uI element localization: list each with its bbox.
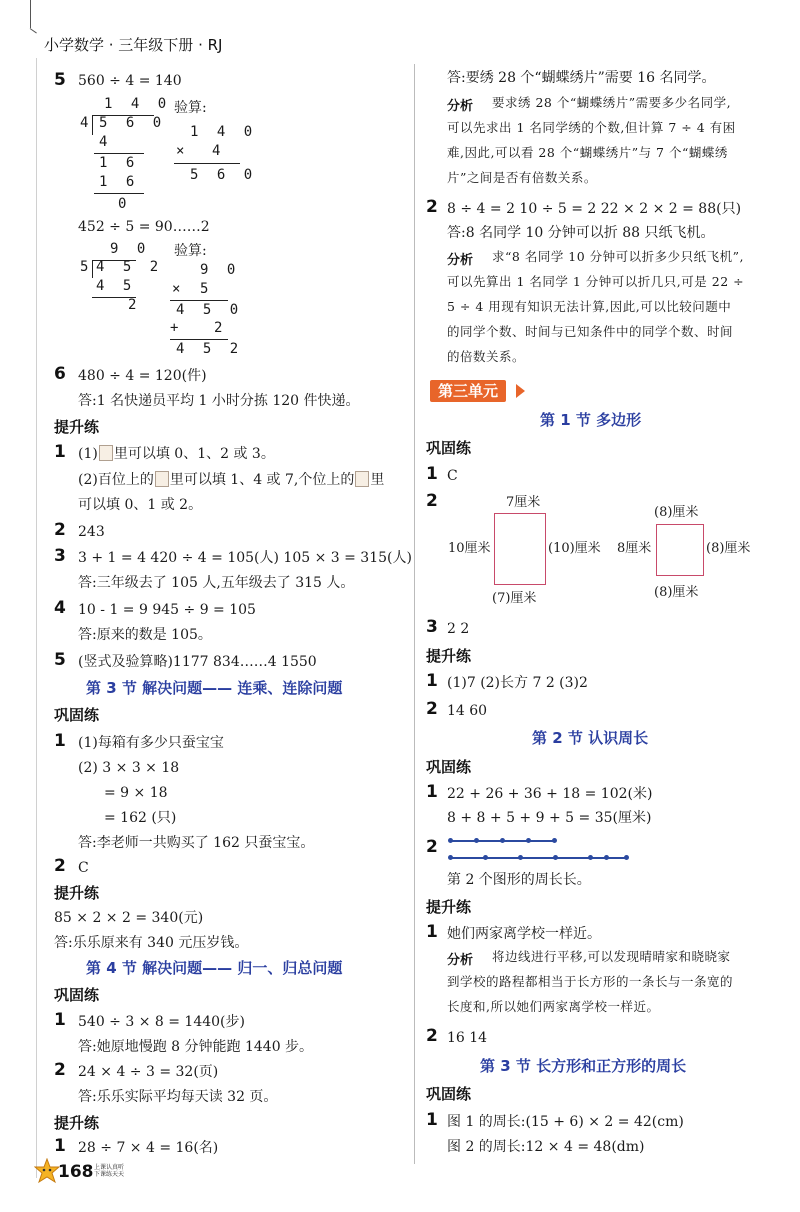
t4-equation: 10 - 1 = 9 945 ÷ 9 = 105 <box>78 602 256 618</box>
r-section-1-title: 第 1 节 多边形 <box>540 411 642 429</box>
section-3-title: 第 3 节 解决问题—— 连乘、连除问题 <box>86 679 343 697</box>
mul1-result: 5 6 0 <box>190 167 258 183</box>
s3-t-equation: 85 × 2 × 2 = 340(元) <box>54 910 204 926</box>
rect1-left-label: 10厘米 <box>448 541 491 556</box>
s3-q1-b: (2) 3 × 3 × 18 <box>78 760 180 776</box>
t4-answer: 答:原来的数是 105。 <box>78 627 212 643</box>
s4-q1-equation: 540 ÷ 3 × 8 = 1440(步) <box>78 1014 245 1030</box>
vt1-number: 1 <box>426 922 438 942</box>
analysis-3-line-1: 将边线进行平移,可以发现晴晴家和晓晓家 <box>492 949 731 964</box>
analysis-2-line-3: 5 ÷ 4 用现有知识无法计算,因此,可以比较问题中 <box>447 299 732 314</box>
analysis-1-line-1: 要求绣 28 个“蝴蝶绣片”需要多少名同学, <box>492 95 732 110</box>
line-2-dot <box>624 855 629 860</box>
s3-t-answer: 答:乐乐原来有 340 元压岁钱。 <box>54 935 249 951</box>
analysis-label-2: 分析 <box>447 253 474 268</box>
t1-part-b2: 可以填 0、1 或 2。 <box>78 497 203 513</box>
star-mascot-icon <box>34 1158 60 1184</box>
rect1-right-label: (10)厘米 <box>548 541 601 556</box>
q6-equation: 480 ÷ 4 = 120(件) <box>78 368 207 384</box>
left-margin-line <box>36 58 37 1178</box>
mul2-row1: 4 5 0 <box>176 302 244 318</box>
mul1-op: × <box>176 143 190 159</box>
consolidate-heading-1: 巩固练 <box>54 706 100 724</box>
r2-equation: 8 ÷ 4 = 2 10 ÷ 5 = 2 22 × 2 × 2 = 88(只) <box>447 201 742 217</box>
div1-quotient: 1 4 0 <box>104 96 172 112</box>
t1-part-a: (1) 里可以填 0、1、2 或 3。 <box>78 446 275 462</box>
practice-heading-a: 提升练 <box>426 647 472 665</box>
vt2-answer: 16 14 <box>447 1030 488 1046</box>
mul1-a: 1 4 0 <box>190 124 258 140</box>
div1-row4: 0 <box>118 196 132 212</box>
line-1-dot <box>500 838 505 843</box>
t1-part-b: (2)百位上的 里可以填 1、4 或 7,个位上的 里 <box>78 472 385 488</box>
ut2-number: 2 <box>426 699 438 719</box>
div1-line1 <box>94 153 144 154</box>
mul2-op: × <box>172 281 186 297</box>
mul2-b: 5 <box>200 281 214 297</box>
div1-row3: 1 6 <box>99 174 140 190</box>
mul2-line2 <box>170 339 228 340</box>
square-shape <box>656 524 704 576</box>
u3-answer: 2 2 <box>447 621 470 637</box>
analysis-1-line-4: 片”之间是否有倍数关系。 <box>447 170 597 185</box>
consolidate-heading-a: 巩固练 <box>426 439 472 457</box>
r2-answer: 答:8 名同学 10 分钟可以折 88 只纸飞机。 <box>447 225 715 241</box>
analysis-2-line-5: 的倍数关系。 <box>447 349 526 364</box>
header-title: 小学数学 · 三年级下册 · RJ <box>44 36 223 54</box>
ut1-answer: (1)7 (2)长方 7 2 (3)2 <box>447 675 588 691</box>
t4-number: 4 <box>54 598 66 618</box>
analysis-3-line-2: 到学校的路程都相当于长方形的一条长与一条宽的 <box>447 974 734 989</box>
blank-box-3 <box>355 471 369 487</box>
footer-slogan: 上课认真听 下课练天天 <box>94 1164 125 1178</box>
u1-number: 1 <box>426 464 438 484</box>
s4-t-number: 1 <box>54 1136 66 1156</box>
s3-q1-d: = 162 (只) <box>104 810 177 826</box>
r2-number: 2 <box>426 197 438 217</box>
ut1-number: 1 <box>426 671 438 691</box>
div1-dividend: 5 6 0 <box>99 115 167 131</box>
r-section-3-title: 第 3 节 长方形和正方形的周长 <box>480 1057 687 1075</box>
q6-answer: 答:1 名快递员平均 1 小时分拣 120 件快递。 <box>78 393 360 409</box>
rect1-bottom-label: (7)厘米 <box>492 591 537 606</box>
line-figure-2 <box>450 857 628 859</box>
consolidate-heading-2: 巩固练 <box>54 986 100 1004</box>
page-number: 168 <box>58 1162 94 1182</box>
section-4-title: 第 4 节 解决问题—— 归一、归总问题 <box>86 959 343 977</box>
line-2-dot <box>518 855 523 860</box>
s4-q2-answer: 答:乐乐实际平均每天读 32 页。 <box>78 1089 278 1105</box>
ut2-answer: 14 60 <box>447 703 488 719</box>
q6-number: 6 <box>54 364 66 384</box>
line-1-dot <box>448 838 453 843</box>
mul1-b: 4 <box>212 143 226 159</box>
line-2-dot <box>604 855 609 860</box>
rect2-bottom-label: (8)厘米 <box>654 585 699 600</box>
line-2-dot <box>448 855 453 860</box>
div2-dividend: 4 5 2 <box>96 259 164 275</box>
practice-heading-3: 提升练 <box>54 1114 100 1132</box>
check-label-2: 验算: <box>174 243 207 259</box>
q5-number: 5 <box>54 70 66 90</box>
rect2-right-label: (8)厘米 <box>706 541 751 556</box>
div1-row1: 4 <box>99 134 113 150</box>
v2-number: 2 <box>426 837 438 857</box>
div2-remainder: 2 <box>128 297 142 313</box>
t3-number: 3 <box>54 546 66 566</box>
t2-number: 2 <box>54 520 66 540</box>
t3-equation: 3 + 1 = 4 420 ÷ 4 = 105(人) 105 × 3 = 315(人) <box>78 550 412 566</box>
line-1-dot <box>552 838 557 843</box>
div1-line2 <box>94 193 144 194</box>
div1-row2: 1 6 <box>99 155 140 171</box>
vt2-number: 2 <box>426 1026 438 1046</box>
consolidate-heading-b: 巩固练 <box>426 758 472 776</box>
q5-equation-2: 452 ÷ 5 = 90……2 <box>78 219 210 235</box>
s4-q1-answer: 答:她原地慢跑 8 分钟能跑 1440 步。 <box>78 1039 314 1055</box>
line-2-dot <box>483 855 488 860</box>
consolidate-heading-c: 巩固练 <box>426 1085 472 1103</box>
div2-divisor: 5 <box>80 259 94 275</box>
mul1-line <box>174 163 240 164</box>
practice-heading-b: 提升练 <box>426 898 472 916</box>
rect2-left-label: 8厘米 <box>617 541 652 556</box>
s3-q2-number: 2 <box>54 856 66 876</box>
w1-equation-b: 图 2 的周长:12 × 4 = 48(dm) <box>447 1139 645 1155</box>
s4-t-equation: 28 ÷ 7 × 4 = 16(名) <box>78 1140 219 1156</box>
analysis-2-line-1: 求“8 名同学 10 分钟可以折多少只纸飞机”, <box>492 249 745 264</box>
w1-number: 1 <box>426 1110 438 1130</box>
u1-answer: C <box>447 468 458 484</box>
s4-q2-equation: 24 × 4 ÷ 3 = 32(页) <box>78 1064 219 1080</box>
mul2-a: 9 0 <box>200 262 241 278</box>
rect1-top-label: 7厘米 <box>506 495 541 510</box>
practice-heading-1: 提升练 <box>54 418 100 436</box>
t1-number: 1 <box>54 442 66 462</box>
mul2-line1 <box>170 300 228 301</box>
div1-divisor: 4 <box>80 115 94 131</box>
s3-q1-answer: 答:李老师一共购买了 162 只蚕宝宝。 <box>78 835 315 851</box>
s3-q2-answer: C <box>78 860 89 876</box>
header-corner-line <box>30 0 31 28</box>
analysis-2-line-4: 的同学个数、时间与已知条件中的同学个数、时间 <box>447 324 734 339</box>
blank-box-1 <box>99 445 113 461</box>
mul2-result: 4 5 2 <box>176 341 244 357</box>
s3-q1-number: 1 <box>54 731 66 751</box>
t3-answer: 答:三年级去了 105 人,五年级去了 315 人。 <box>78 575 355 591</box>
u2-number: 2 <box>426 491 438 511</box>
r-answer-1: 答:要绣 28 个“蝴蝶绣片”需要 16 名同学。 <box>447 70 716 86</box>
practice-heading-2: 提升练 <box>54 884 100 902</box>
v2-answer: 第 2 个图形的周长长。 <box>447 872 591 888</box>
rect2-top-label: (8)厘米 <box>654 505 699 520</box>
header-corner-curve <box>30 28 37 33</box>
v1-number: 1 <box>426 782 438 802</box>
analysis-2-line-2: 可以先算出 1 名同学 1 分钟可以折几只,可是 22 ÷ <box>447 274 745 289</box>
div2-quotient: 9 0 <box>110 241 151 257</box>
div2-row1: 4 5 <box>96 278 137 294</box>
s3-q1-c: = 9 × 18 <box>104 785 168 801</box>
w1-equation-a: 图 1 的周长:(15 + 6) × 2 = 42(cm) <box>447 1114 684 1130</box>
u3-number: 3 <box>426 617 438 637</box>
line-1-dot <box>526 838 531 843</box>
blank-box-2 <box>155 471 169 487</box>
line-2-dot <box>588 855 593 860</box>
q5-equation: 560 ÷ 4 = 140 <box>78 73 182 89</box>
r-section-2-title: 第 2 节 认识周长 <box>532 729 649 747</box>
v1-equation-b: 8 + 8 + 5 + 9 + 5 = 35(厘米) <box>447 810 652 826</box>
analysis-label-3: 分析 <box>447 953 474 968</box>
line-1-dot <box>474 838 479 843</box>
analysis-3-line-3: 长度和,所以她们两家离学校一样近。 <box>447 999 660 1014</box>
t5-number: 5 <box>54 650 66 670</box>
s3-q1-a: (1)每箱有多少只蚕宝宝 <box>78 735 224 751</box>
check-label-1: 验算: <box>174 100 207 116</box>
unit-banner-arrow-icon <box>516 384 525 398</box>
mul2-row2: 2 <box>214 320 228 336</box>
column-divider <box>414 64 415 1164</box>
s4-q2-number: 2 <box>54 1060 66 1080</box>
t2-answer: 243 <box>78 524 105 540</box>
rectangle-shape <box>494 513 546 585</box>
s4-q1-number: 1 <box>54 1010 66 1030</box>
vt1-answer: 她们两家离学校一样近。 <box>447 926 601 942</box>
mul2-plus: + <box>170 320 184 336</box>
line-2-dot <box>553 855 558 860</box>
v1-equation-a: 22 + 26 + 36 + 18 = 102(米) <box>447 786 653 802</box>
analysis-label-1: 分析 <box>447 99 474 114</box>
unit-3-banner: 第三单元 <box>430 380 506 402</box>
t5-answer: (竖式及验算略)1177 834……4 1550 <box>78 654 317 670</box>
analysis-1-line-3: 难,因此,可以看 28 个“蝴蝶绣片”与 7 个“蝴蝶绣 <box>447 145 728 160</box>
analysis-1-line-2: 可以先求出 1 名同学绣的个数,但计算 7 ÷ 4 有困 <box>447 120 736 135</box>
